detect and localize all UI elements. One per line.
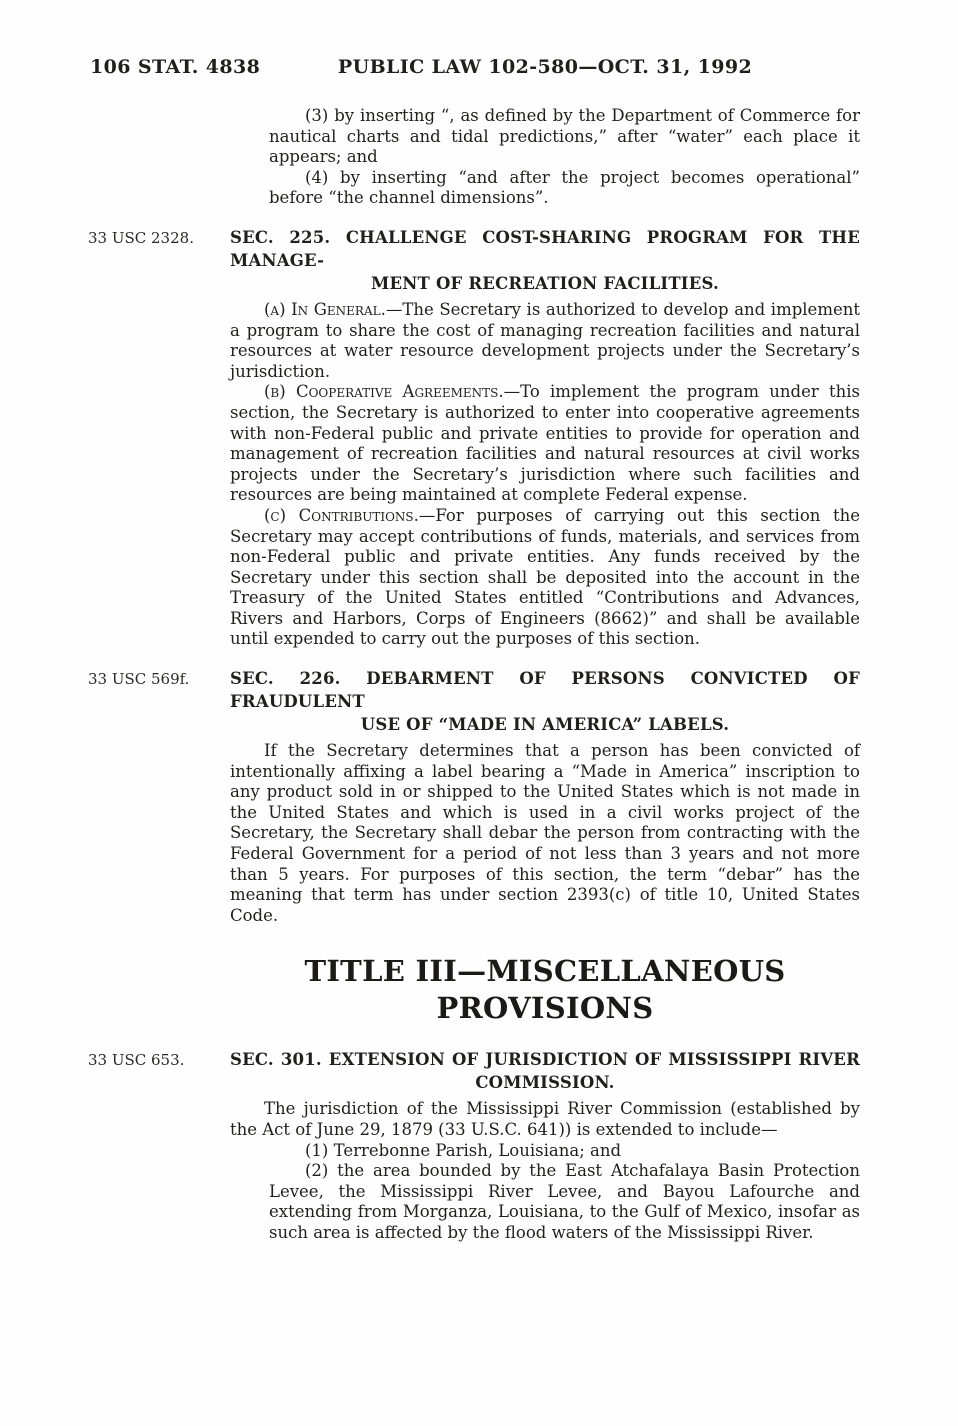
section-226 bbox=[88, 667, 860, 926]
section-301-item-2: (2) the area bounded by the East Atchafalaya Basin Protection Levee, the Mississippi River Levee, and Bayou Lafourche and extending from Morganza, Louisiana, to the Gulf of Mexico, insofar as such area is affected by the flood waters of the Mississippi River. bbox=[269, 1161, 860, 1242]
paragraph-b-text: To implement the program under this section, the Secretary is authorized to enter into cooperative agreements with non-Federal public and private entities to provide for operation and management of recreation facilities and natural resources at civil works projects under the Secretary’s jurisdiction where such facilities and resources are being maintained at complete Federal expense. bbox=[230, 382, 860, 505]
section-301-heading-line2: COMMISSION. bbox=[475, 1073, 615, 1093]
section-226-heading-line2: USE OF “MADE IN AMERICA” LABELS. bbox=[360, 715, 730, 735]
section-226-heading-line1: SEC. 226. DEBARMENT OF PERSONS CONVICTED OF FRAUDULENT bbox=[230, 669, 860, 712]
section-225-paragraph-c bbox=[230, 506, 860, 650]
section-226-paragraph: If the Secretary determines that a person has been convicted of intentionally affixing a label bearing a “Made in America” inscription to any product sold in or shipped to the United States which is not made in the United States and which is used in a civil works project of the Secretary, the Secretary shall debar the person from contracting with the Federal Government for a period of not less than 3 years and not more than 5 years. For purposes of this section, the term “debar” has the meaning that term has under section 2393(c) of title 10, United States Code. bbox=[230, 741, 860, 925]
section-301-item-1: (1) Terrebonne Parish, Louisiana; and bbox=[305, 1140, 622, 1160]
section-225-paragraph-a bbox=[230, 300, 860, 382]
page-header bbox=[90, 56, 860, 82]
section-225-heading-line2: MENT OF RECREATION FACILITIES. bbox=[371, 273, 719, 293]
section-225-heading-line1: SEC. 225. CHALLENGE COST-SHARING PROGRAM FOR THE MANAGE- bbox=[230, 227, 860, 270]
section-301 bbox=[88, 1048, 860, 1243]
paragraph-b-lead: (b) Cooperative Agreements.— bbox=[264, 382, 521, 402]
paragraph-a-lead: (a) In General.— bbox=[264, 299, 403, 319]
margin-note-usc-569f: 33 USC 569f. bbox=[88, 670, 190, 689]
title-iii-line1: TITLE III—MISCELLANEOUS bbox=[304, 954, 786, 989]
section-301-intro-paragraph: The jurisdiction of the Mississippi River Commission (established by the Act of June 29, 1879 (33 U.S.C. 641)) is extended to include— bbox=[230, 1099, 860, 1139]
margin-note-usc-2328: 33 USC 2328. bbox=[88, 228, 194, 247]
amendment-clauses bbox=[230, 106, 860, 209]
section-301-heading-line1: SEC. 301. EXTENSION OF JURISDICTION OF MISSISSIPPI RIVER bbox=[230, 1050, 860, 1070]
law-header-title: PUBLIC LAW 102-580—OCT. 31, 1992 bbox=[337, 56, 753, 78]
section-301-heading bbox=[230, 1048, 860, 1094]
paragraph-a-text: The Secretary is authorized to develop and implement a program to share the cost of managing recreation facilities and natural resources at water resource development projects under the Secretary’s jurisdiction. bbox=[230, 299, 860, 381]
paragraph-c-lead: (c) Contributions.— bbox=[264, 505, 436, 525]
stat-page-number: 106 STAT. 4838 bbox=[90, 56, 261, 78]
amendment-clause-3: (3) by inserting “, as defined by the Department of Commerce for nautical charts and tidal predictions,” after “water” each place it appears; and bbox=[269, 106, 860, 167]
margin-note-usc-653: 33 USC 653. bbox=[88, 1051, 185, 1070]
section-225-paragraph-b bbox=[230, 382, 860, 506]
section-225 bbox=[88, 226, 860, 650]
amendment-clause-4: (4) by inserting “and after the project becomes operational” before “the channel dimensions”. bbox=[269, 167, 860, 208]
section-226-heading bbox=[230, 667, 860, 736]
title-iii-heading bbox=[230, 953, 860, 1027]
paragraph-c-text: For purposes of carrying out this section the Secretary may accept contributions of funds, materials, and services from non-Federal public and private entities. Any funds received by the Secretary under this section shall be deposited into the account in the Treasury of the United States entitled “Contributions and Advances, Rivers and Harbors, Corps of Engineers (8662)” and shall be available until expended to carry out the purposes of this section. bbox=[230, 505, 860, 649]
title-iii-line2: PROVISIONS bbox=[436, 991, 654, 1026]
section-225-heading bbox=[230, 226, 860, 295]
